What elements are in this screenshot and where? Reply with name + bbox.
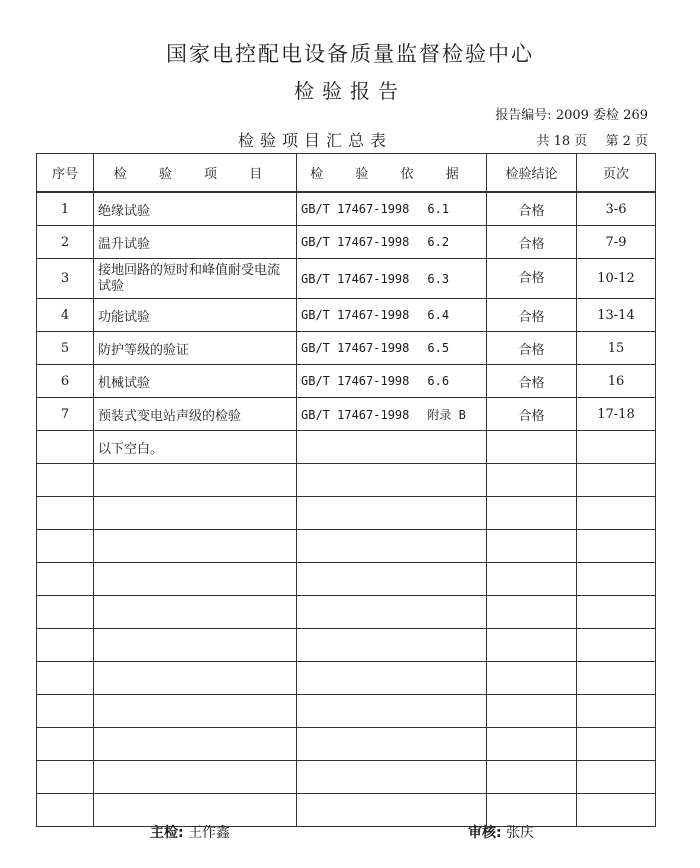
row-result: 合格 (487, 365, 577, 398)
blank-note: 以下空白。 (94, 431, 297, 464)
row-no: 2 (37, 226, 94, 259)
empty-cell (577, 464, 656, 497)
row-no: 1 (37, 192, 94, 226)
table-row (37, 192, 656, 226)
empty-cell (577, 431, 656, 464)
table-header-row (37, 154, 656, 193)
empty-row (37, 563, 656, 596)
empty-cell (487, 662, 577, 695)
empty-cell (577, 695, 656, 728)
empty-cell (577, 497, 656, 530)
empty-cell (37, 431, 94, 464)
row-clause: 附录 B (427, 407, 466, 422)
empty-cell (297, 761, 487, 794)
empty-cell (297, 629, 487, 662)
empty-cell (577, 596, 656, 629)
row-basis (297, 398, 487, 431)
row-pages: 17-18 (577, 398, 656, 431)
row-standard: GB/T 17467-1998 (301, 308, 410, 322)
report-number-value: 2009 委检 269 (555, 108, 648, 123)
empty-cell (94, 761, 297, 794)
row-no: 4 (37, 299, 94, 332)
table-row (37, 398, 656, 431)
row-no: 5 (37, 332, 94, 365)
empty-cell (94, 596, 297, 629)
empty-cell (487, 695, 577, 728)
row-standard: GB/T 17467-1998 (301, 374, 410, 388)
blank-note-row (37, 431, 656, 464)
row-pages: 15 (577, 332, 656, 365)
row-result: 合格 (487, 192, 577, 226)
row-clause: 6.5 (427, 341, 450, 355)
empty-row (37, 761, 656, 794)
row-item: 绝缘试验 (94, 192, 297, 226)
empty-cell (577, 629, 656, 662)
empty-row (37, 497, 656, 530)
row-item: 功能试验 (94, 299, 297, 332)
empty-cell (37, 563, 94, 596)
row-result: 合格 (487, 398, 577, 431)
empty-cell (37, 761, 94, 794)
empty-cell (577, 530, 656, 563)
empty-cell (94, 497, 297, 530)
col-header-no: 序号 (37, 154, 94, 193)
empty-cell (37, 530, 94, 563)
empty-cell (297, 728, 487, 761)
empty-cell (37, 464, 94, 497)
row-basis (297, 365, 487, 398)
empty-cell (94, 563, 297, 596)
reviewer-label: 审核: (468, 825, 502, 841)
empty-cell (487, 563, 577, 596)
empty-row (37, 794, 656, 827)
empty-cell (297, 563, 487, 596)
row-no: 6 (37, 365, 94, 398)
table-row (37, 226, 656, 259)
row-basis (297, 192, 487, 226)
empty-cell (577, 794, 656, 827)
empty-cell (37, 497, 94, 530)
empty-cell (487, 761, 577, 794)
empty-row (37, 629, 656, 662)
row-result: 合格 (487, 259, 577, 299)
inspector-label: 主检: (150, 825, 184, 841)
total-pages: 共 18 页 (536, 134, 588, 149)
page-indicator (537, 130, 649, 149)
empty-row (37, 662, 656, 695)
empty-cell (37, 662, 94, 695)
empty-cell (577, 662, 656, 695)
empty-row (37, 530, 656, 563)
row-item: 温升试验 (94, 226, 297, 259)
empty-cell (577, 563, 656, 596)
row-clause: 6.2 (427, 235, 450, 249)
table-row (37, 299, 656, 332)
section-title: 检验项目汇总表 (238, 131, 393, 150)
empty-cell (297, 530, 487, 563)
row-pages: 10-12 (577, 259, 656, 299)
row-result: 合格 (487, 299, 577, 332)
row-item: 机械试验 (94, 365, 297, 398)
current-page: 第 2 页 (605, 134, 648, 149)
organization-name: 国家电控配电设备质量监督检验中心 (166, 42, 534, 66)
empty-cell (37, 728, 94, 761)
col-header-result: 检验结论 (487, 154, 577, 193)
empty-cell (37, 695, 94, 728)
row-basis (297, 299, 487, 332)
row-basis (297, 226, 487, 259)
empty-cell (487, 497, 577, 530)
row-standard: GB/T 17467-1998 (301, 202, 410, 216)
empty-cell (577, 761, 656, 794)
report-title: 检验报告 (294, 79, 406, 103)
report-number-label: 报告编号: (495, 108, 552, 123)
inspector-name: 王作鑫 (188, 825, 231, 841)
row-item: 接地回路的短时和峰值耐受电流试验 (94, 259, 297, 299)
row-no: 3 (37, 259, 94, 299)
empty-cell (297, 464, 487, 497)
empty-cell (37, 794, 94, 827)
empty-row (37, 728, 656, 761)
report-number (495, 104, 648, 123)
table-row (37, 332, 656, 365)
row-clause: 6.6 (427, 374, 450, 388)
row-standard: GB/T 17467-1998 (301, 407, 410, 422)
row-result: 合格 (487, 332, 577, 365)
reviewer-name: 张庆 (506, 825, 535, 841)
empty-cell (297, 431, 487, 464)
empty-cell (577, 728, 656, 761)
summary-table (36, 153, 656, 827)
empty-cell (487, 596, 577, 629)
empty-row (37, 695, 656, 728)
empty-cell (37, 629, 94, 662)
row-clause: 6.4 (427, 308, 450, 322)
row-standard: GB/T 17467-1998 (301, 271, 410, 286)
table-row (37, 259, 656, 299)
row-pages: 16 (577, 365, 656, 398)
row-pages: 7-9 (577, 226, 656, 259)
empty-cell (487, 629, 577, 662)
inspector (150, 822, 230, 842)
empty-cell (487, 464, 577, 497)
empty-cell (94, 464, 297, 497)
row-item: 防护等级的验证 (94, 332, 297, 365)
empty-cell (487, 530, 577, 563)
col-header-pages: 页次 (577, 154, 656, 193)
row-clause: 6.1 (427, 202, 450, 216)
empty-row (37, 596, 656, 629)
empty-cell (297, 662, 487, 695)
empty-cell (487, 431, 577, 464)
empty-cell (487, 728, 577, 761)
empty-cell (94, 728, 297, 761)
row-pages: 13-14 (577, 299, 656, 332)
empty-cell (297, 794, 487, 827)
col-header-item: 检 验 项 目 (94, 154, 297, 193)
row-basis (297, 259, 487, 299)
empty-cell (94, 662, 297, 695)
table-row (37, 365, 656, 398)
row-clause: 6.3 (427, 271, 450, 286)
row-result: 合格 (487, 226, 577, 259)
row-no: 7 (37, 398, 94, 431)
empty-row (37, 464, 656, 497)
row-item: 预装式变电站声级的检验 (94, 398, 297, 431)
empty-cell (94, 629, 297, 662)
row-standard: GB/T 17467-1998 (301, 235, 410, 249)
empty-cell (297, 596, 487, 629)
empty-cell (37, 596, 94, 629)
row-basis (297, 332, 487, 365)
empty-cell (297, 497, 487, 530)
reviewer (468, 822, 534, 842)
row-pages: 3-6 (577, 192, 656, 226)
empty-cell (94, 530, 297, 563)
empty-cell (297, 695, 487, 728)
empty-cell (94, 695, 297, 728)
row-standard: GB/T 17467-1998 (301, 341, 410, 355)
col-header-basis: 检 验 依 据 (297, 154, 487, 193)
